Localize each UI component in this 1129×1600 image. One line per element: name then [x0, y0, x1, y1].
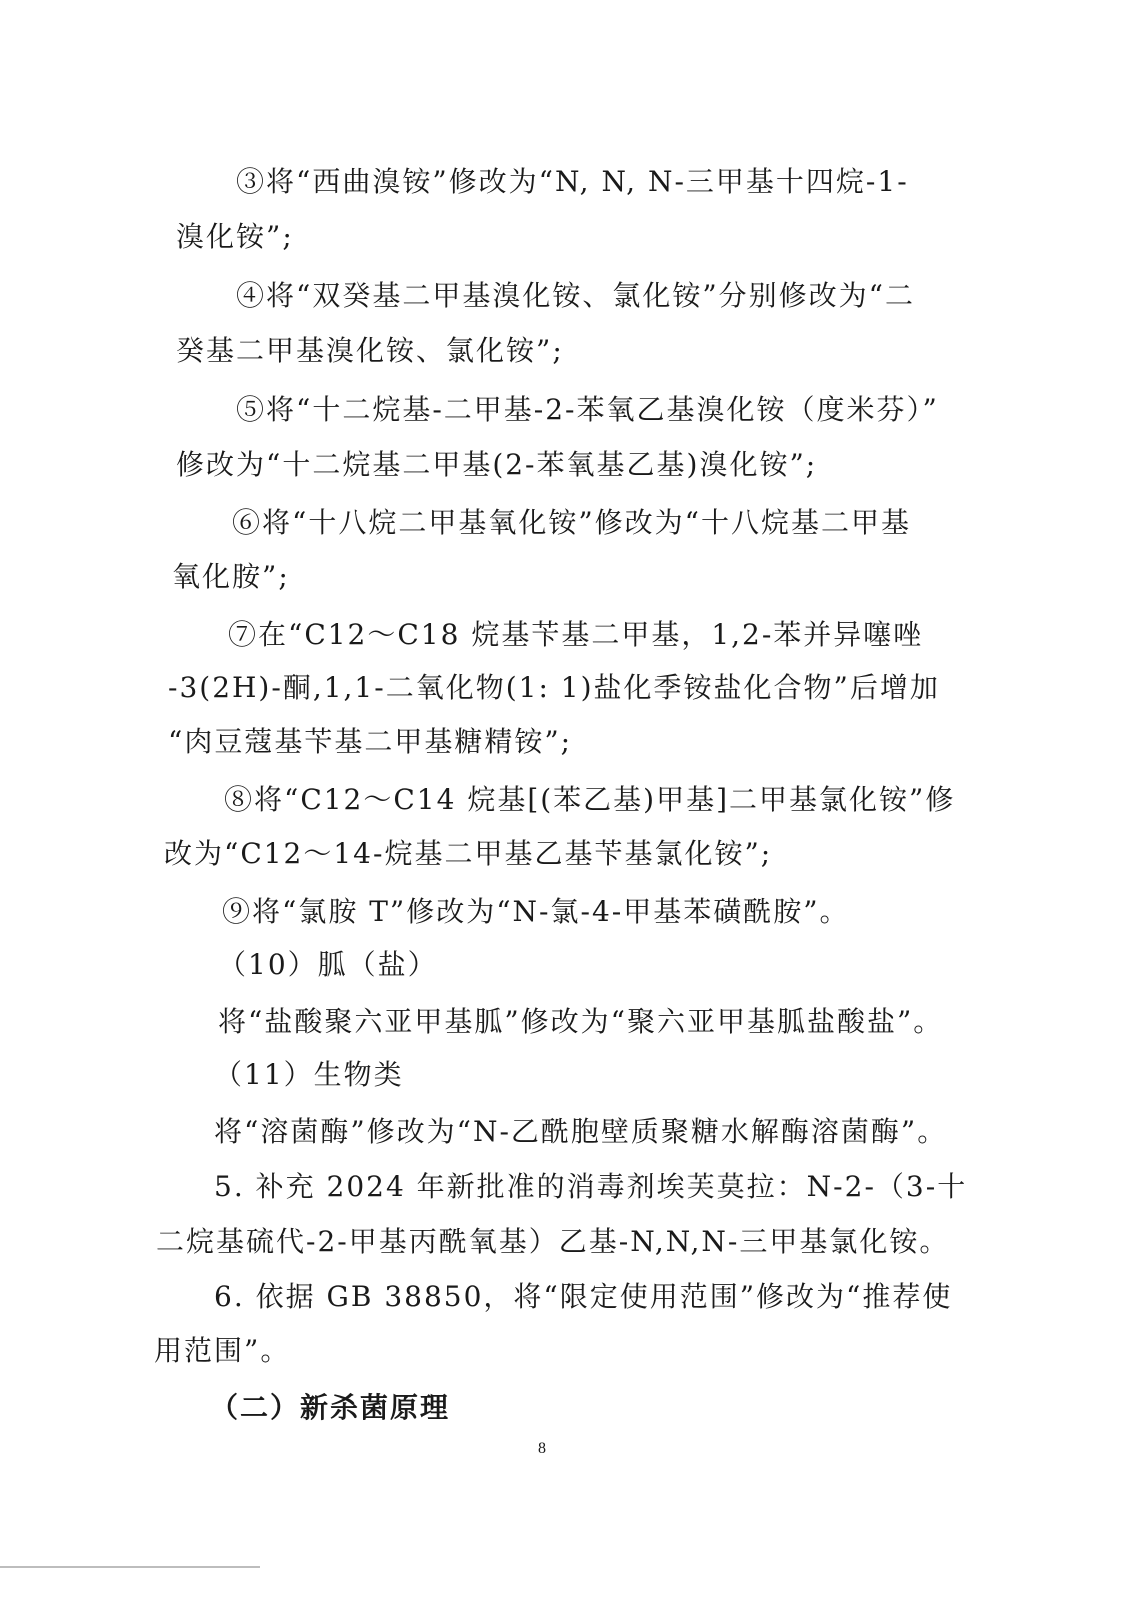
text-line-9: ⑦在“C12～C18 烷基苄基二甲基，1,2-苯并异噻唑	[228, 618, 924, 651]
text-line-4: 癸基二甲基溴化铵、氯化铵”;	[176, 334, 564, 367]
page-number: 8	[538, 1440, 546, 1457]
text-line-7: ⑥将“十八烷二甲基氧化铵”修改为“十八烷基二甲基	[232, 506, 911, 539]
text-line-8: 氧化胺”;	[172, 560, 290, 593]
text-line-17: （11）生物类	[214, 1058, 404, 1091]
text-line-10: -3(2H)-酮,1,1-二氧化物(1: 1)盐化季铵盐化合物”后增加	[168, 671, 940, 704]
text-line-18: 将“溶菌酶”修改为“N-乙酰胞壁质聚糖水解酶溶菌酶”。	[214, 1115, 948, 1148]
text-line-3: ④将“双癸基二甲基溴化铵、氯化铵”分别修改为“二	[236, 279, 915, 312]
section-heading: （二）新杀菌原理	[210, 1391, 451, 1424]
text-line-5: ⑤将“十二烷基-二甲基-2-苯氧乙基溴化铵（度米芬）”	[236, 393, 939, 426]
text-line-19: 5. 补充 2024 年新批准的消毒剂埃芙莫拉：N-2-（3-十	[214, 1170, 968, 1203]
text-line-14: ⑨将“氯胺 T”修改为“N-氯-4-甲基苯磺酰胺”。	[222, 895, 850, 928]
text-line-6: 修改为“十二烷基二甲基(2-苯氧基乙基)溴化铵”;	[176, 448, 818, 481]
text-line-12: ⑧将“C12～C14 烷基[(苯乙基)甲基]二甲基氯化铵”修	[224, 783, 956, 816]
scan-edge-mark	[0, 1566, 260, 1568]
text-line-15: （10）胍（盐）	[218, 948, 438, 981]
text-line-11: “肉豆蔻基苄基二甲基糖精铵”;	[168, 725, 573, 758]
text-line-16: 将“盐酸聚六亚甲基胍”修改为“聚六亚甲基胍盐酸盐”。	[218, 1005, 944, 1038]
text-line-21: 6. 依据 GB 38850，将“限定使用范围”修改为“推荐使	[214, 1280, 953, 1313]
text-line-2: 溴化铵”;	[176, 220, 294, 253]
text-line-22: 用范围”。	[154, 1334, 291, 1367]
text-line-13: 改为“C12～14-烷基二甲基乙基苄基氯化铵”;	[164, 837, 773, 870]
text-line-20: 二烷基硫代-2-甲基丙酰氧基）乙基-N,N,N-三甲基氯化铵。	[156, 1225, 950, 1258]
text-line-1: ③将“西曲溴铵”修改为“N, N, N-三甲基十四烷-1-	[236, 165, 909, 198]
